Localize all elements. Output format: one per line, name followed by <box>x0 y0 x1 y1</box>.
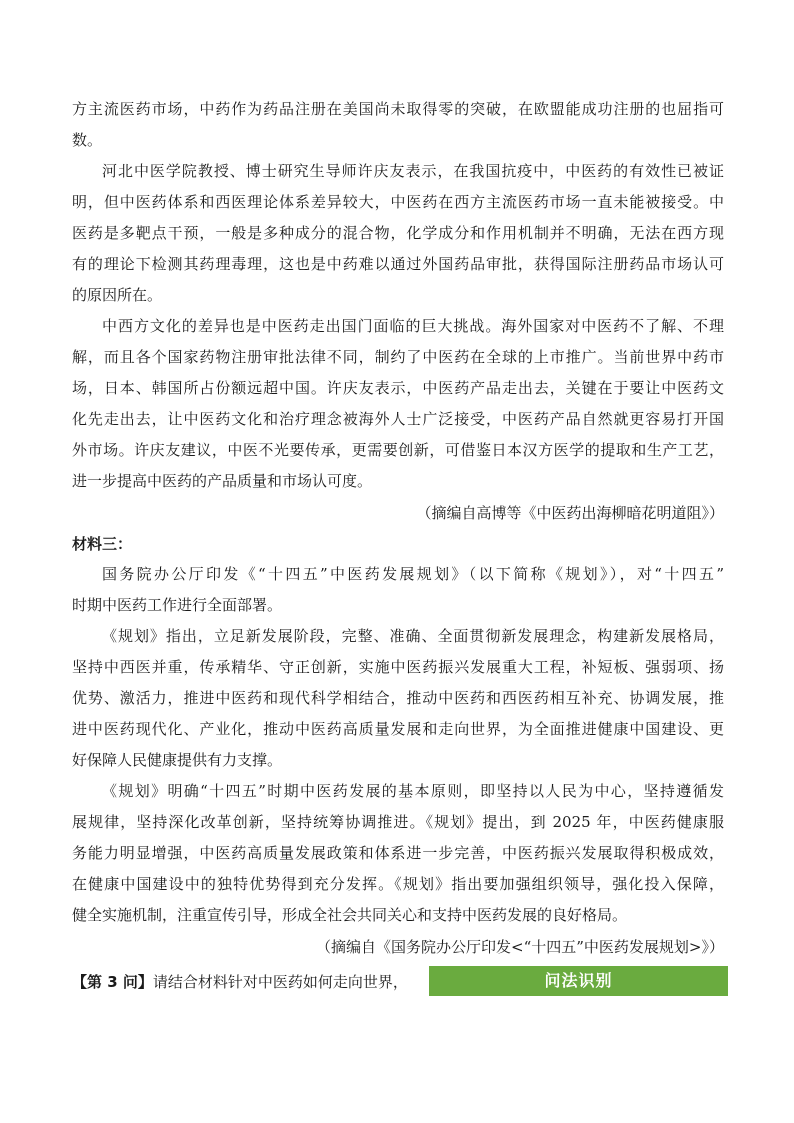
text-line: 解，而且各个国家药物注册审批法律不同，制约了中医药在全球的上市推广。当前世界中药市 <box>72 348 724 366</box>
question-row <box>72 967 724 1003</box>
text-line: 《规划》指出，立足新发展阶段，完整、准确、全面贯彻新发展理念，构建新发展格局， <box>102 627 724 645</box>
text-line: 在健康中国建设中的独特优势得到充分发挥。《规划》指出要加强组织领导，强化投入保障， <box>72 875 724 893</box>
text-line: 数。 <box>72 131 103 149</box>
material-3-heading: 材料三： <box>72 535 133 553</box>
text-line: 务能力明显增强，中医药高质量发展政策和体系进一步完善，中医药振兴发展取得积极成效， <box>72 844 724 862</box>
text-line: 国务院办公厅印发《“十四五”中医药发展规划》（以下简称《规划》），对“十四五” <box>102 565 724 583</box>
text-line: 进中医药现代化、产业化，推动中医药高质量发展和走向世界，为全面推进健康中国建设、更 <box>72 720 724 738</box>
material-3-paragraph-3 <box>72 776 724 931</box>
text-line: 展规律，坚持深化改革创新，坚持统筹协调推进。《规划》提出，到 2025 年，中医药健康服 <box>72 813 724 831</box>
text-line: 优势、激活力，推进中医药和现代科学相结合，推动中医药和西医药相互补充、协调发展，推 <box>72 689 724 707</box>
text-line: 健全实施机制，注重宣传引导，形成全社会共同关心和支持中医药发展的良好格局。 <box>72 906 628 924</box>
text-line: 有的理论下检测其药理毒理，这也是中药难以通过外国药品审批，获得国际注册药品市场认可 <box>72 255 724 273</box>
text-line: 时期中医药工作进行全面部署。 <box>72 596 283 614</box>
document-page <box>72 94 724 1003</box>
source-citation-3: （摘编自《国务院办公厅印发<“十四五”中医药发展规划>》） <box>316 938 724 956</box>
material-3-paragraph-2 <box>72 621 724 776</box>
text-line: 坚持中西医并重，传承精华、守正创新，实施中医药振兴发展重大工程，补短板、强弱项、扬 <box>72 658 724 676</box>
question-prompt: 请结合材料针对中医药如何走向世界， <box>152 973 408 991</box>
text-line: 中西方文化的差异也是中医药走出国门面临的巨大挑战。海外国家对中医药不了解、不理 <box>102 317 724 335</box>
text-line: 明，但中医药体系和西医理论体系差异较大，中医药在西方主流医药市场一直未能被接受。中 <box>72 193 724 211</box>
question-text <box>72 967 408 997</box>
paragraph-xu <box>72 156 724 311</box>
text-line: 化先走出去，让中医药文化和治疗理念被海外人士广泛接受，中医药产品自然就更容易打开国 <box>72 410 724 428</box>
question-number: 【第 3 问】 <box>72 973 153 991</box>
text-line: 好保障人民健康提供有力支撑。 <box>72 751 283 769</box>
text-line: 场，日本、韩国所占份额远超中国。许庆友表示，中医药产品走出去，关键在于要让中医药文 <box>72 379 724 397</box>
text-line: 《规划》明确“十四五”时期中医药发展的基本原则，即坚持以人民为中心，坚持遵循发 <box>102 782 724 800</box>
text-line: 外市场。许庆友建议，中医不光要传承，更需要创新，可借鉴日本汉方医学的提取和生产工艺， <box>72 441 724 459</box>
text-line: 的原因所在。 <box>72 286 163 304</box>
text-line: 医药是多靶点干预，一般是多种成分的混合物，化学成分和作用机制并不明确，无法在西方现 <box>72 224 724 242</box>
source-citation-2: （摘编自高博等《中医药出海柳暗花明道阻》） <box>416 504 724 522</box>
paragraph-intro <box>72 94 724 156</box>
text-line: 进一步提高中医药的产品质量和市场认可度。 <box>72 472 373 490</box>
text-line: 方主流医药市场，中药作为药品注册在美国尚未取得零的突破，在欧盟能成功注册的也屈指可 <box>72 100 724 118</box>
paragraph-culture <box>72 311 724 497</box>
text-line: 河北中医学院教授、博士研究生导师许庆友表示，在我国抗疫中，中医药的有效性已被证 <box>102 162 724 180</box>
question-type-badge: 问法识别 <box>429 966 728 996</box>
material-3-paragraph-1 <box>72 559 724 621</box>
